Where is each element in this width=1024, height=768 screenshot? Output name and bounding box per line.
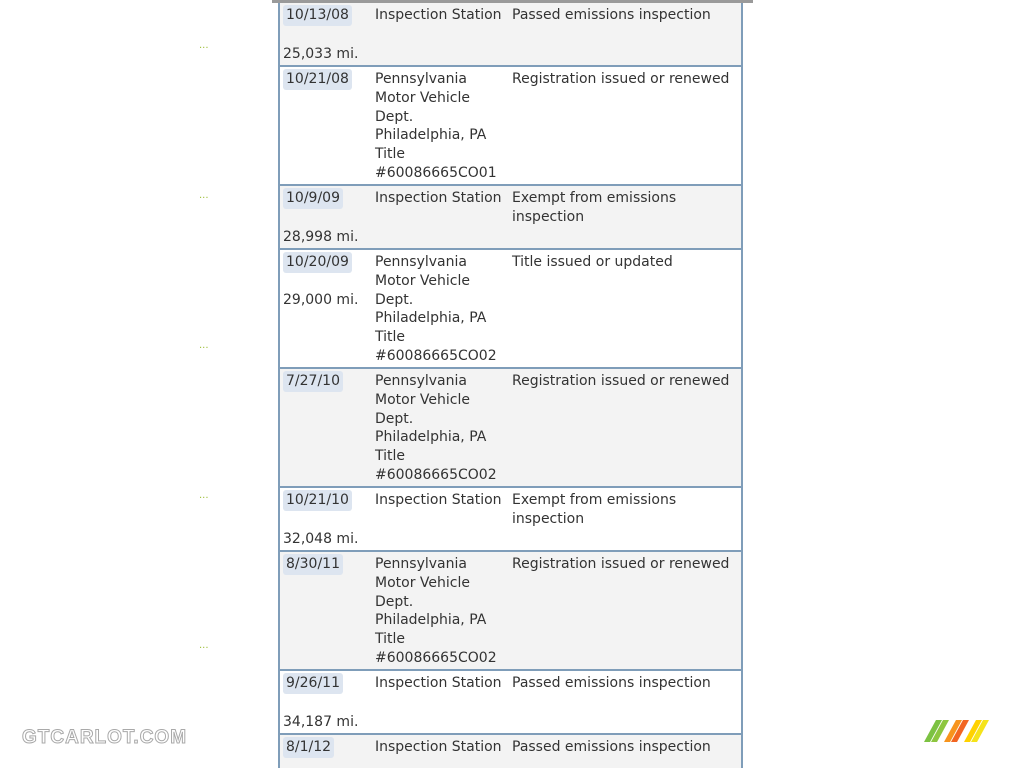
history-date: 10/20/09 [283, 252, 352, 273]
history-source [375, 674, 509, 693]
margin-dots: ··· [199, 193, 209, 204]
history-row [280, 186, 741, 250]
history-source-line: Title [375, 448, 406, 465]
history-date: 10/21/10 [283, 490, 352, 511]
history-source-line: Pennsylvania [375, 373, 467, 389]
history-source-line: #60086665CO02 [375, 649, 497, 666]
history-source [375, 372, 509, 485]
margin-dots: ··· [199, 643, 209, 654]
history-date: 9/26/11 [283, 673, 343, 694]
history-mileage: 28,998 mi. [283, 229, 359, 245]
history-source-line: Pennsylvania [375, 71, 467, 87]
history-comment: Passed emissions inspection [512, 7, 711, 23]
history-comment: Exempt from emissions inspection [512, 492, 677, 527]
history-row [280, 735, 741, 768]
history-source-line: #60086665CO02 [375, 466, 497, 483]
vehicle-history-table [278, 3, 743, 768]
history-comment: Title issued or updated [512, 254, 673, 270]
history-source-line: Philadelphia, PA [375, 429, 487, 446]
history-comment: Exempt from emissions inspection [512, 190, 677, 225]
history-source-line: Title [375, 631, 406, 648]
history-comment: Passed emissions inspection [512, 739, 711, 755]
history-source-line: Pennsylvania [375, 254, 467, 270]
history-source-line: Philadelphia, PA [375, 612, 487, 629]
history-mileage: 32,048 mi. [283, 531, 359, 547]
margin-dots: ··· [199, 493, 209, 504]
margin-dots: ··· [199, 43, 209, 54]
history-source [375, 189, 509, 208]
history-source [375, 6, 509, 25]
history-source-line: Motor Vehicle [375, 574, 470, 591]
history-source-line: Dept. [375, 291, 414, 308]
history-source-line: Title [375, 329, 406, 346]
history-date: 10/21/08 [283, 69, 352, 90]
history-date: 7/27/10 [283, 371, 343, 392]
history-comment: Passed emissions inspection [512, 675, 711, 691]
history-date: 10/13/08 [283, 5, 352, 26]
history-comment: Registration issued or renewed [512, 373, 730, 389]
history-source-line: Dept. [375, 593, 414, 610]
history-source-line: Philadelphia, PA [375, 310, 487, 327]
margin-dots: ··· [199, 343, 209, 354]
history-mileage: 25,033 mi. [283, 46, 359, 62]
history-source-line: Inspection Station [375, 675, 502, 691]
history-source-line: Inspection Station [375, 190, 502, 206]
history-row [280, 250, 741, 369]
history-source-line: Dept. [375, 108, 414, 125]
gtcarlot-stripes-logo-icon [918, 720, 998, 742]
history-source-line: #60086665CO02 [375, 347, 497, 364]
history-row [280, 369, 741, 488]
gtcarlot-watermark: GTCARLOT.COM [22, 727, 188, 748]
history-mileage: 29,000 mi. [283, 292, 359, 308]
history-mileage: 34,187 mi. [283, 714, 359, 730]
history-row [280, 3, 741, 67]
history-row [280, 488, 741, 552]
history-date: 8/1/12 [283, 737, 334, 758]
history-row [280, 67, 741, 186]
history-date: 10/9/09 [283, 188, 343, 209]
history-source [375, 555, 509, 668]
history-source [375, 253, 509, 366]
history-source-line: Motor Vehicle [375, 89, 470, 106]
history-source-line: Inspection Station [375, 739, 502, 755]
history-row [280, 671, 741, 735]
history-source-line: #60086665CO01 [375, 164, 497, 181]
history-comment: Registration issued or renewed [512, 556, 730, 572]
history-source-line: Dept. [375, 410, 414, 427]
history-date: 8/30/11 [283, 554, 343, 575]
history-source-line: Inspection Station [375, 7, 502, 23]
history-source-line: Pennsylvania [375, 556, 467, 572]
history-source-line: Philadelphia, PA [375, 127, 487, 144]
history-source-line: Motor Vehicle [375, 272, 470, 289]
history-source-line: Inspection Station [375, 492, 502, 508]
history-row [280, 552, 741, 671]
history-source [375, 491, 509, 510]
history-comment: Registration issued or renewed [512, 71, 730, 87]
history-source-line: Motor Vehicle [375, 391, 470, 408]
history-source-line: Title [375, 146, 406, 163]
history-source [375, 738, 509, 757]
history-source [375, 70, 509, 183]
